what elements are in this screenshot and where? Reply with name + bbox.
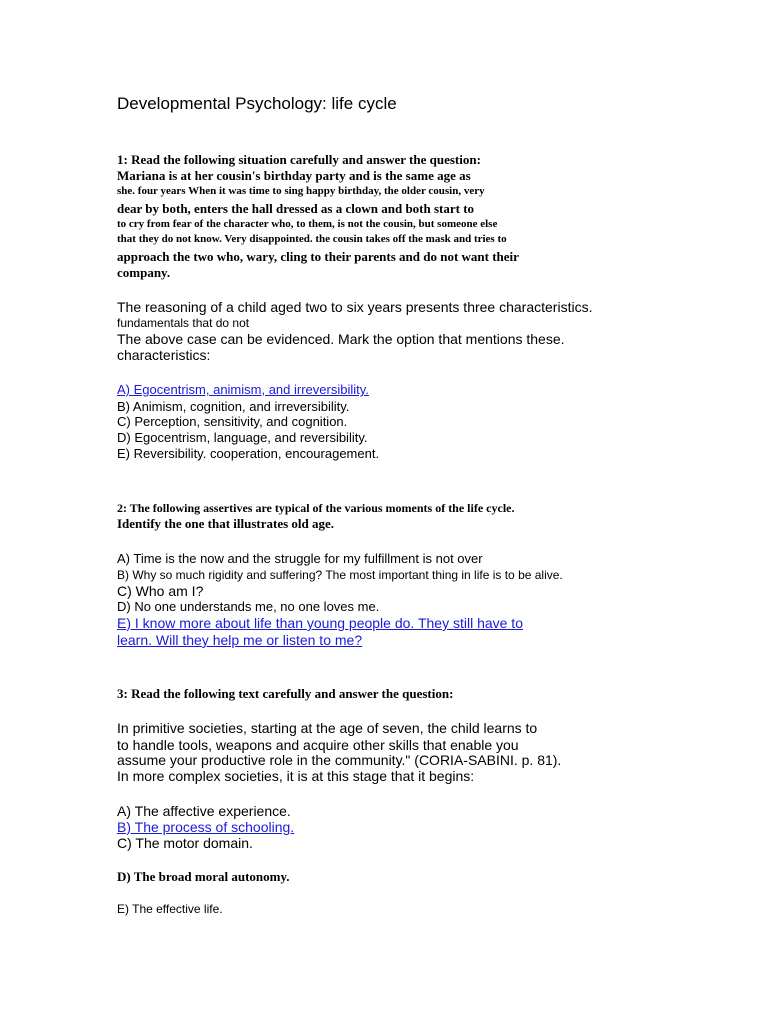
q1-situation-line: she. four years When it was time to sing happy birthday, the older cousin, very bbox=[117, 185, 485, 197]
q3-text-line: In more complex societies, it is at this stage that it begins: bbox=[117, 768, 475, 784]
q3-text-line: to handle tools, weapons and acquire other skills that enable you bbox=[117, 737, 519, 753]
q1-prompt-line: The reasoning of a child aged two to six years presents three characteristics. bbox=[117, 299, 593, 315]
q3-text-line: assume your productive role in the community." (CORIA-SABINI. p. 81). bbox=[117, 752, 562, 768]
q1-option-e: E) Reversibility. cooperation, encouragement. bbox=[117, 446, 380, 461]
q2-option-d: D) No one understands me, no one loves me. bbox=[117, 599, 380, 614]
q3-option-e: E) The effective life. bbox=[117, 902, 223, 916]
q3-option-a: A) The affective experience. bbox=[117, 803, 291, 819]
q3-option-b[interactable]: B) The process of schooling. bbox=[117, 819, 295, 835]
q1-situation-line: dear by both, enters the hall dressed as a clown and both start to bbox=[117, 201, 475, 216]
q1-option-a[interactable]: A) Egocentrism, animism, and irreversibility. bbox=[117, 382, 369, 397]
q3-option-d: D) The broad moral autonomy. bbox=[117, 869, 290, 884]
q3-text-line: In primitive societies, starting at the age of seven, the child learns to bbox=[117, 720, 538, 736]
q2-option-e-continued[interactable]: learn. Will they help me or listen to me? bbox=[117, 632, 363, 648]
q1-option-b: B) Animism, cognition, and irreversibility. bbox=[117, 399, 350, 414]
q1-situation-line: that they do not know. Very disappointed. the cousin takes off the mask and tries to bbox=[117, 233, 507, 245]
q1-option-d: D) Egocentrism, language, and reversibility. bbox=[117, 430, 368, 445]
q1-situation-line: approach the two who, wary, cling to their parents and do not want their bbox=[117, 249, 519, 264]
q1-prompt-line: characteristics: bbox=[117, 347, 211, 363]
q1-situation-line: Mariana is at her cousin's birthday party and is the same age as bbox=[117, 168, 471, 183]
q2-heading: 2: The following assertives are typical of the various moments of the life cycle. bbox=[117, 501, 515, 515]
q1-prompt-line: fundamentals that do not bbox=[117, 316, 250, 330]
q1-situation-line: to cry from fear of the character who, to them, is not the cousin, but someone else bbox=[117, 218, 498, 230]
q2-option-b: B) Why so much rigidity and suffering? The most important thing in life is to be alive. bbox=[117, 568, 563, 582]
q2-heading: Identify the one that illustrates old age. bbox=[117, 516, 335, 531]
q1-heading: 1: Read the following situation carefully and answer the question: bbox=[117, 152, 481, 167]
q3-option-c: C) The motor domain. bbox=[117, 835, 253, 851]
q1-prompt-line: The above case can be evidenced. Mark the option that mentions these. bbox=[117, 331, 565, 347]
q2-option-a: A) Time is the now and the struggle for my fulfillment is not over bbox=[117, 551, 483, 566]
q1-option-c: C) Perception, sensitivity, and cognition. bbox=[117, 414, 348, 429]
q2-option-e[interactable]: E) I know more about life than young people do. They still have to bbox=[117, 615, 523, 631]
q2-option-c: C) Who am I? bbox=[117, 583, 204, 599]
q1-situation-line: company. bbox=[117, 265, 171, 280]
page-title: Developmental Psychology: life cycle bbox=[117, 94, 397, 113]
q3-heading: 3: Read the following text carefully and answer the question: bbox=[117, 686, 454, 701]
